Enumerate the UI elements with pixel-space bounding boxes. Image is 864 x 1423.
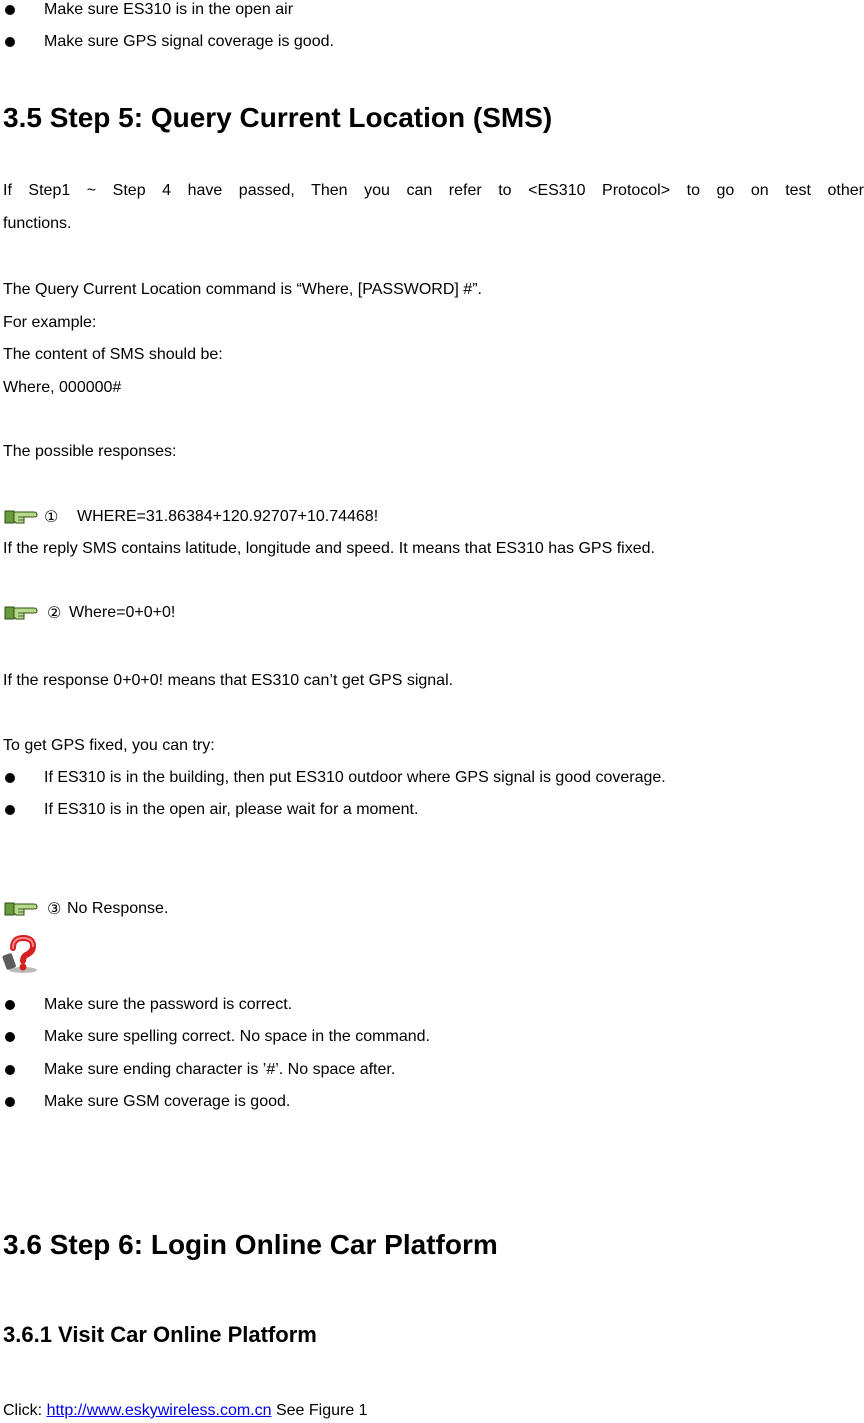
click-line bbox=[3, 1401, 368, 1421]
response-1-text: WHERE=31.86384+120.92707+10.74468! bbox=[77, 508, 379, 525]
command-description: The Query Current Location command is “Where, [PASSWORD] #”. bbox=[3, 281, 482, 298]
no-response-bullet-spelling: Make sure spelling correct. No space in the command. bbox=[44, 1028, 430, 1045]
intro-line-2: functions. bbox=[3, 215, 72, 232]
click-label: Click: bbox=[3, 1402, 43, 1419]
response-2-marker: ② bbox=[47, 603, 62, 622]
response-1-marker: ① bbox=[44, 507, 59, 526]
intro-line-1: If Step1 ~ Step 4 have passed, Then you can refer to <ES310 Protocol> to go on test other bbox=[3, 182, 864, 199]
bullet-gps-coverage: Make sure GPS signal coverage is good. bbox=[44, 33, 334, 50]
bullet-dot bbox=[5, 1000, 15, 1010]
try-bullet-open-air: If ES310 is in the open air, please wait for a moment. bbox=[44, 801, 419, 818]
bullet-open-air: Make sure ES310 is in the open air bbox=[44, 1, 294, 18]
pointing-hand-icon bbox=[4, 603, 38, 621]
section-3-5-heading: 3.5 Step 5: Query Current Location (SMS) bbox=[3, 102, 553, 133]
platform-link[interactable]: http://www.eskywireless.com.cn bbox=[46, 1402, 272, 1419]
pointing-hand-icon bbox=[4, 899, 38, 917]
responses-label: The possible responses: bbox=[3, 443, 177, 460]
try-bullet-building: If ES310 is in the building, then put ES310 outdoor where GPS signal is good coverage. bbox=[44, 769, 666, 786]
bullet-dot bbox=[5, 37, 15, 47]
section-3-6-1-heading: 3.6.1 Visit Car Online Platform bbox=[3, 1322, 317, 1347]
bullet-dot bbox=[5, 1032, 15, 1042]
response-2-explanation: If the response 0+0+0! means that ES310 can’t get GPS signal. bbox=[3, 672, 454, 689]
see-figure-text: See Figure 1 bbox=[275, 1402, 368, 1419]
sms-content-label: The content of SMS should be: bbox=[3, 346, 223, 363]
response-3-marker: ③ bbox=[47, 899, 62, 918]
bullet-dot bbox=[5, 1065, 15, 1075]
section-3-6-heading: 3.6 Step 6: Login Online Car Platform bbox=[3, 1229, 498, 1260]
no-response-bullet-ending-char: Make sure ending character is ’#’. No space after. bbox=[44, 1061, 396, 1078]
response-2-text: Where=0+0+0! bbox=[69, 604, 176, 621]
bullet-dot bbox=[5, 5, 15, 15]
response-3-text: No Response. bbox=[67, 900, 169, 917]
response-1-explanation: If the reply SMS contains latitude, longitude and speed. It means that ES310 has GPS fixed. bbox=[3, 540, 655, 557]
bullet-dot bbox=[5, 805, 15, 815]
try-label: To get GPS fixed, you can try: bbox=[3, 737, 215, 754]
pointing-hand-icon bbox=[4, 507, 38, 525]
sms-content-example: Where, 000000# bbox=[3, 379, 122, 396]
no-response-bullet-gsm: Make sure GSM coverage is good. bbox=[44, 1093, 291, 1110]
no-response-bullet-password: Make sure the password is correct. bbox=[44, 996, 293, 1013]
bullet-dot bbox=[5, 773, 15, 783]
bullet-dot bbox=[5, 1097, 15, 1107]
question-mark-icon bbox=[1, 934, 41, 974]
for-example-label: For example: bbox=[3, 314, 97, 331]
